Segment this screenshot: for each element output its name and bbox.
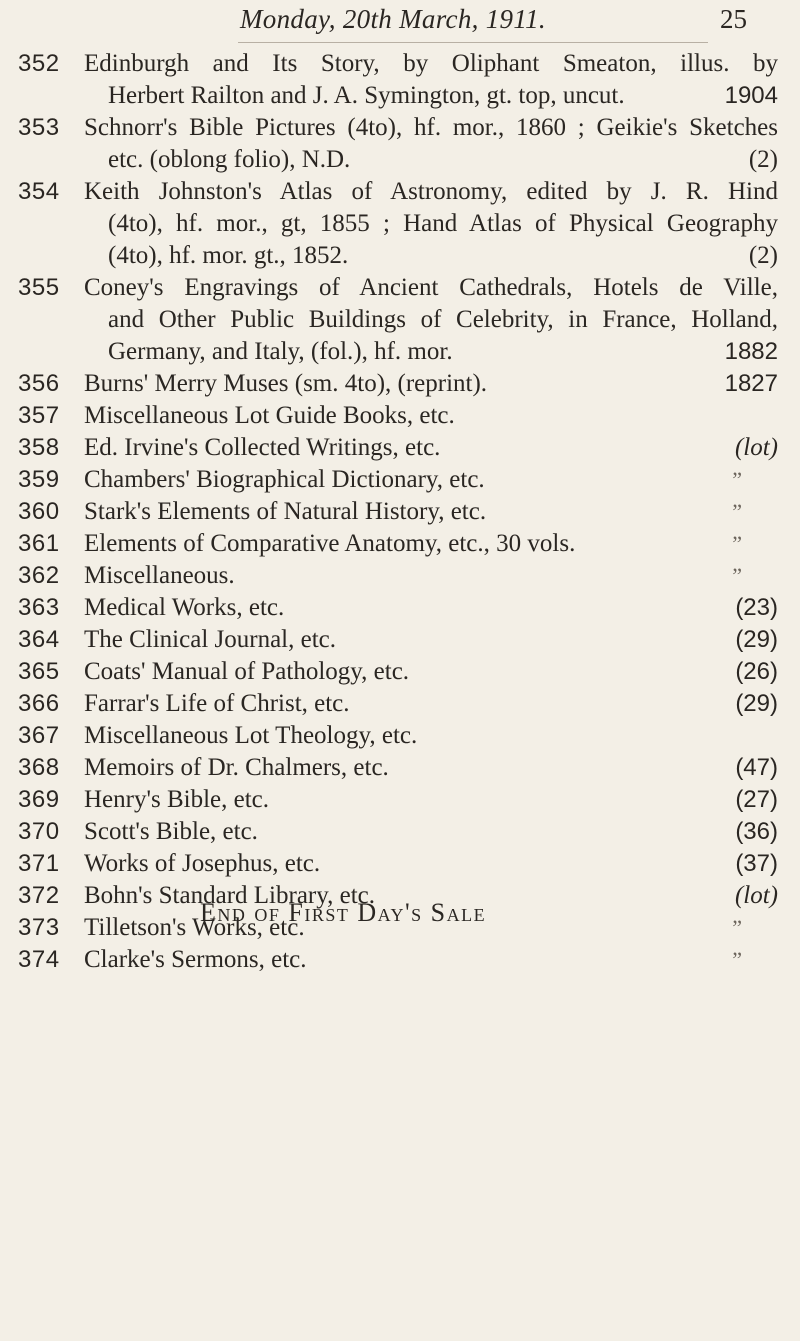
ditto-mark: ”	[732, 947, 742, 972]
lot-description: Chambers' Biographical Dictionary, etc.	[84, 466, 485, 493]
header-rule	[238, 42, 708, 43]
lot-number: 358	[18, 434, 60, 461]
lot-entry	[0, 720, 800, 752]
lot-description: Coney's Engravings of Ancient Cathedrals, Hotels de Ville,	[84, 274, 778, 301]
ditto-mark: ”	[732, 915, 742, 940]
lot-number: 373	[18, 914, 60, 941]
lot-entry	[0, 528, 800, 560]
lot-description: Miscellaneous Lot Guide Books, etc.	[84, 402, 455, 429]
lot-number: 369	[18, 786, 60, 813]
lot-description: (4to), hf. mor. gt., 1852.	[108, 242, 349, 269]
lot-description: (4to), hf. mor., gt, 1855 ; Hand Atlas of Physical Geography	[108, 210, 778, 237]
lot-description: Medical Works, etc.	[84, 594, 285, 621]
ditto-mark: ”	[732, 531, 742, 556]
lot-number: 352	[18, 50, 60, 77]
ditto-mark: ”	[732, 467, 742, 492]
lot-description: Miscellaneous Lot Theology, etc.	[84, 722, 418, 749]
lot-number: 374	[18, 946, 60, 973]
lot-suffix: (37)	[735, 850, 778, 877]
lot-description: Memoirs of Dr. Chalmers, etc.	[84, 754, 389, 781]
lot-description: The Clinical Journal, etc.	[84, 626, 337, 653]
lot-description: Scott's Bible, etc.	[84, 818, 258, 845]
lot-description: and Other Public Buildings of Celebrity, in France, Holland,	[108, 306, 778, 333]
lot-suffix: 1904	[724, 82, 778, 109]
lot-description: Burns' Merry Muses (sm. 4to), (reprint).	[84, 370, 488, 397]
lot-entry	[0, 464, 800, 496]
lot-entry	[0, 368, 800, 400]
lot-entry	[0, 656, 800, 688]
ditto-mark: ”	[732, 499, 742, 524]
lot-number: 372	[18, 882, 60, 909]
lot-suffix: (27)	[735, 786, 778, 813]
ditto-mark: ”	[732, 563, 742, 588]
lot-description: Bohn's Standard Library, etc.	[84, 882, 376, 909]
page-number: 25	[720, 4, 747, 34]
lot-entry	[0, 944, 800, 976]
lot-entry	[0, 752, 800, 784]
lot-entry	[0, 560, 800, 592]
lot-description: Henry's Bible, etc.	[84, 786, 270, 813]
lot-entry	[0, 432, 800, 464]
page-header: Monday, 20th March, 1911.	[240, 4, 546, 34]
lot-number: 364	[18, 626, 60, 653]
end-of-sale-footer: End of First Day's Sale	[200, 898, 487, 927]
lot-number: 370	[18, 818, 60, 845]
lot-description: Miscellaneous.	[84, 562, 235, 589]
lot-description: Ed. Irvine's Collected Writings, etc.	[84, 434, 441, 461]
lot-description: Coats' Manual of Pathology, etc.	[84, 658, 410, 685]
lot-number: 365	[18, 658, 60, 685]
lot-number: 361	[18, 530, 60, 557]
lot-description: Clarke's Sermons, etc.	[84, 946, 307, 973]
lot-description: Edinburgh and Its Story, by Oliphant Smeaton, illus. by	[84, 50, 778, 77]
lot-number: 368	[18, 754, 60, 781]
lot-entry	[0, 400, 800, 432]
lot-number: 357	[18, 402, 60, 429]
lot-suffix: (26)	[735, 658, 778, 685]
lot-number: 353	[18, 114, 60, 141]
lot-suffix: 1827	[724, 370, 778, 397]
lot-description: etc. (oblong folio), N.D.	[108, 146, 351, 173]
lot-entry	[0, 592, 800, 624]
lot-entry	[0, 624, 800, 656]
lot-number: 362	[18, 562, 60, 589]
lot-suffix: (23)	[735, 594, 778, 621]
lot-number: 366	[18, 690, 60, 717]
lot-suffix: (36)	[735, 818, 778, 845]
lot-suffix: (29)	[735, 690, 778, 717]
lot-suffix: (2)	[748, 146, 778, 173]
lot-suffix: (2)	[748, 242, 778, 269]
lot-entry	[0, 848, 800, 880]
lot-entry	[0, 48, 800, 112]
lot-number: 363	[18, 594, 60, 621]
lot-number: 360	[18, 498, 60, 525]
lot-number: 371	[18, 850, 60, 877]
lot-entry	[0, 784, 800, 816]
lot-number: 355	[18, 274, 60, 301]
lot-description: Keith Johnston's Atlas of Astronomy, edited by J. R. Hind	[84, 178, 778, 205]
lot-description: Farrar's Life of Christ, etc.	[84, 690, 350, 717]
lot-number: 367	[18, 722, 60, 749]
lot-description: Works of Josephus, etc.	[84, 850, 321, 877]
lot-number: 356	[18, 370, 60, 397]
lot-entry	[0, 688, 800, 720]
lot-description: Tilletson's Works, etc.	[84, 914, 305, 941]
lot-suffix: (29)	[735, 626, 778, 653]
lot-number: 354	[18, 178, 60, 205]
lot-description: Herbert Railton and J. A. Symington, gt. top, uncut.	[108, 82, 625, 109]
lot-entry	[0, 496, 800, 528]
lot-suffix: (lot)	[734, 882, 778, 909]
lot-entry	[0, 816, 800, 848]
lot-description: Elements of Comparative Anatomy, etc., 30 vols.	[84, 530, 576, 557]
lot-description: Schnorr's Bible Pictures (4to), hf. mor., 1860 ; Geikie's Sketches	[84, 114, 778, 141]
lot-suffix: (lot)	[734, 434, 778, 461]
lot-entry	[0, 272, 800, 368]
lot-description: Germany, and Italy, (fol.), hf. mor.	[108, 338, 453, 365]
lot-entry	[0, 176, 800, 272]
lot-entry	[0, 112, 800, 176]
lot-list	[0, 48, 800, 976]
lot-description: Stark's Elements of Natural History, etc.	[84, 498, 487, 525]
lot-number: 359	[18, 466, 60, 493]
lot-suffix: 1882	[724, 338, 778, 365]
lot-suffix: (47)	[735, 754, 778, 781]
